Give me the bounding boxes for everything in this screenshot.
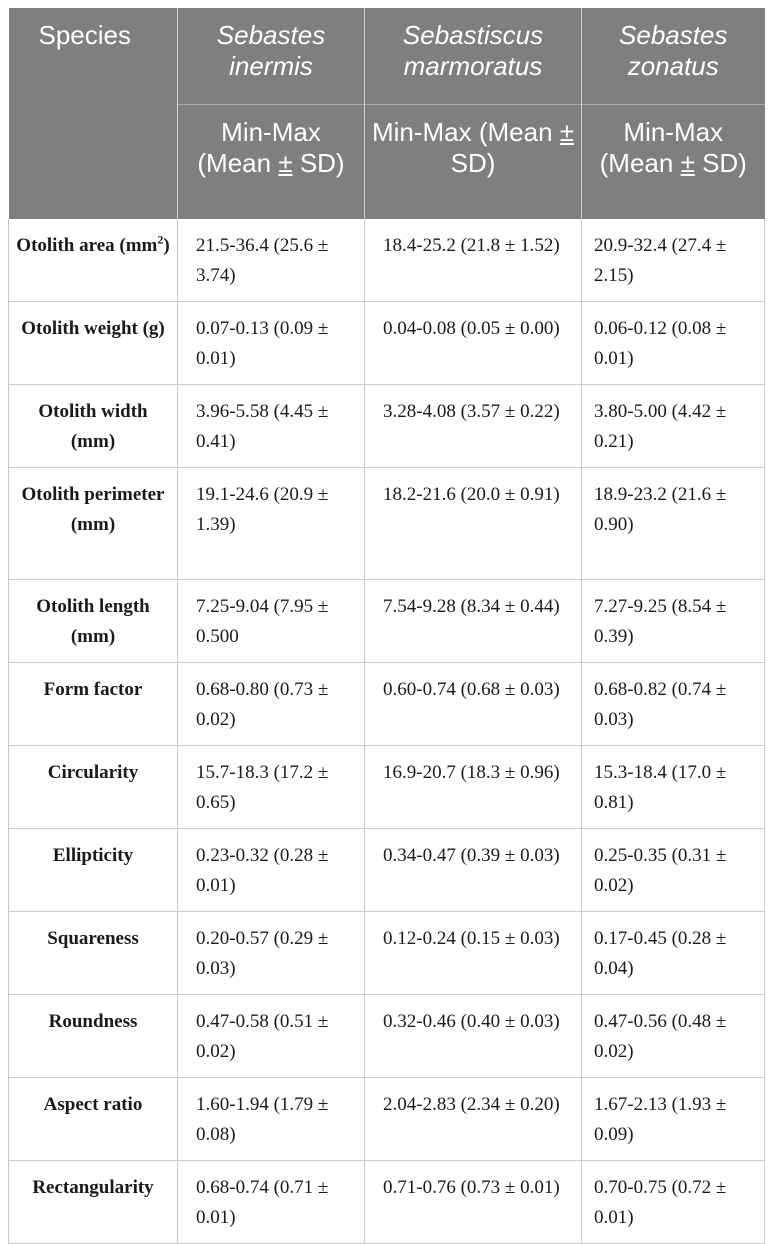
cell-value: 3.80-5.00 (4.42 ± 0.21) — [582, 385, 765, 468]
row-label: Rectangularity — [9, 1161, 178, 1244]
cell-value: 16.9-20.7 (18.3 ± 0.96) — [365, 746, 582, 829]
cell-value: 0.34-0.47 (0.39 ± 0.03) — [365, 829, 582, 912]
table-body — [9, 219, 765, 1244]
cell-value: 0.70-0.75 (0.72 ± 0.01) — [582, 1161, 765, 1244]
cell-value: 0.60-0.74 (0.68 ± 0.03) — [365, 663, 582, 746]
stat-header-sebastes-inermis: Min-Max (Mean ± SD) — [178, 105, 365, 220]
cell-value: 7.25-9.04 (7.95 ± 0.500 — [178, 580, 365, 663]
cell-value: 7.54-9.28 (8.34 ± 0.44) — [365, 580, 582, 663]
cell-value: 19.1-24.6 (20.9 ± 1.39) — [178, 468, 365, 580]
cell-value: 0.12-0.24 (0.15 ± 0.03) — [365, 912, 582, 995]
cell-value: 3.28-4.08 (3.57 ± 0.22) — [365, 385, 582, 468]
cell-value: 15.7-18.3 (17.2 ± 0.65) — [178, 746, 365, 829]
species-header-sebastes-zonatus: Sebastes zonatus — [582, 8, 765, 105]
cell-value: 18.9-23.2 (21.6 ± 0.90) — [582, 468, 765, 580]
table-row — [9, 1078, 765, 1161]
table-row — [9, 385, 765, 468]
cell-value: 20.9-32.4 (27.4 ± 2.15) — [582, 219, 765, 302]
cell-value: 18.2-21.6 (20.0 ± 0.91) — [365, 468, 582, 580]
species-column-header: Species — [9, 8, 178, 219]
cell-value: 0.07-0.13 (0.09 ± 0.01) — [178, 302, 365, 385]
table-row — [9, 468, 765, 580]
cell-value: 0.68-0.80 (0.73 ± 0.02) — [178, 663, 365, 746]
otolith-morphometrics-table — [8, 8, 765, 1244]
cell-value: 21.5-36.4 (25.6 ± 3.74) — [178, 219, 365, 302]
table-row — [9, 219, 765, 302]
species-header-sebastiscus-marmoratus: Sebastiscus marmoratus — [365, 8, 582, 105]
table-row — [9, 1161, 765, 1244]
cell-value: 0.68-0.82 (0.74 ± 0.03) — [582, 663, 765, 746]
cell-value: 0.47-0.58 (0.51 ± 0.02) — [178, 995, 365, 1078]
row-label: Squareness — [9, 912, 178, 995]
row-label: Roundness — [9, 995, 178, 1078]
cell-value: 0.47-0.56 (0.48 ± 0.02) — [582, 995, 765, 1078]
row-label: Otolith width (mm) — [9, 385, 178, 468]
table-row — [9, 746, 765, 829]
cell-value: 18.4-25.2 (21.8 ± 1.52) — [365, 219, 582, 302]
cell-value: 1.60-1.94 (1.79 ± 0.08) — [178, 1078, 365, 1161]
table-header — [9, 8, 765, 219]
row-label: Form factor — [9, 663, 178, 746]
cell-value: 0.25-0.35 (0.31 ± 0.02) — [582, 829, 765, 912]
table-row — [9, 912, 765, 995]
cell-value: 1.67-2.13 (1.93 ± 0.09) — [582, 1078, 765, 1161]
cell-value: 0.71-0.76 (0.73 ± 0.01) — [365, 1161, 582, 1244]
cell-value: 15.3-18.4 (17.0 ± 0.81) — [582, 746, 765, 829]
cell-value: 0.06-0.12 (0.08 ± 0.01) — [582, 302, 765, 385]
table-row — [9, 302, 765, 385]
cell-value: 0.17-0.45 (0.28 ± 0.04) — [582, 912, 765, 995]
species-header-sebastes-inermis: Sebastes inermis — [178, 8, 365, 105]
cell-value: 0.23-0.32 (0.28 ± 0.01) — [178, 829, 365, 912]
cell-value: 0.68-0.74 (0.71 ± 0.01) — [178, 1161, 365, 1244]
stat-header-sebastes-zonatus: Min-Max (Mean ± SD) — [582, 105, 765, 220]
cell-value: 7.27-9.25 (8.54 ± 0.39) — [582, 580, 765, 663]
cell-value: 0.20-0.57 (0.29 ± 0.03) — [178, 912, 365, 995]
cell-value: 2.04-2.83 (2.34 ± 0.20) — [365, 1078, 582, 1161]
row-label: Ellipticity — [9, 829, 178, 912]
cell-value: 0.04-0.08 (0.05 ± 0.00) — [365, 302, 582, 385]
table-row — [9, 829, 765, 912]
row-label: Aspect ratio — [9, 1078, 178, 1161]
row-label: Otolith area $(mm^2)$ — [9, 219, 178, 302]
row-label: Circularity — [9, 746, 178, 829]
row-label: Otolith length (mm) — [9, 580, 178, 663]
table-row — [9, 663, 765, 746]
row-label: Otolith perimeter (mm) — [9, 468, 178, 580]
cell-value: 3.96-5.58 (4.45 ± 0.41) — [178, 385, 365, 468]
table-row — [9, 580, 765, 663]
row-label: Otolith weight (g) — [9, 302, 178, 385]
cell-value: 0.32-0.46 (0.40 ± 0.03) — [365, 995, 582, 1078]
table-row — [9, 995, 765, 1078]
stat-header-sebastiscus-marmoratus: Min-Max (Mean ± SD) — [365, 105, 582, 220]
